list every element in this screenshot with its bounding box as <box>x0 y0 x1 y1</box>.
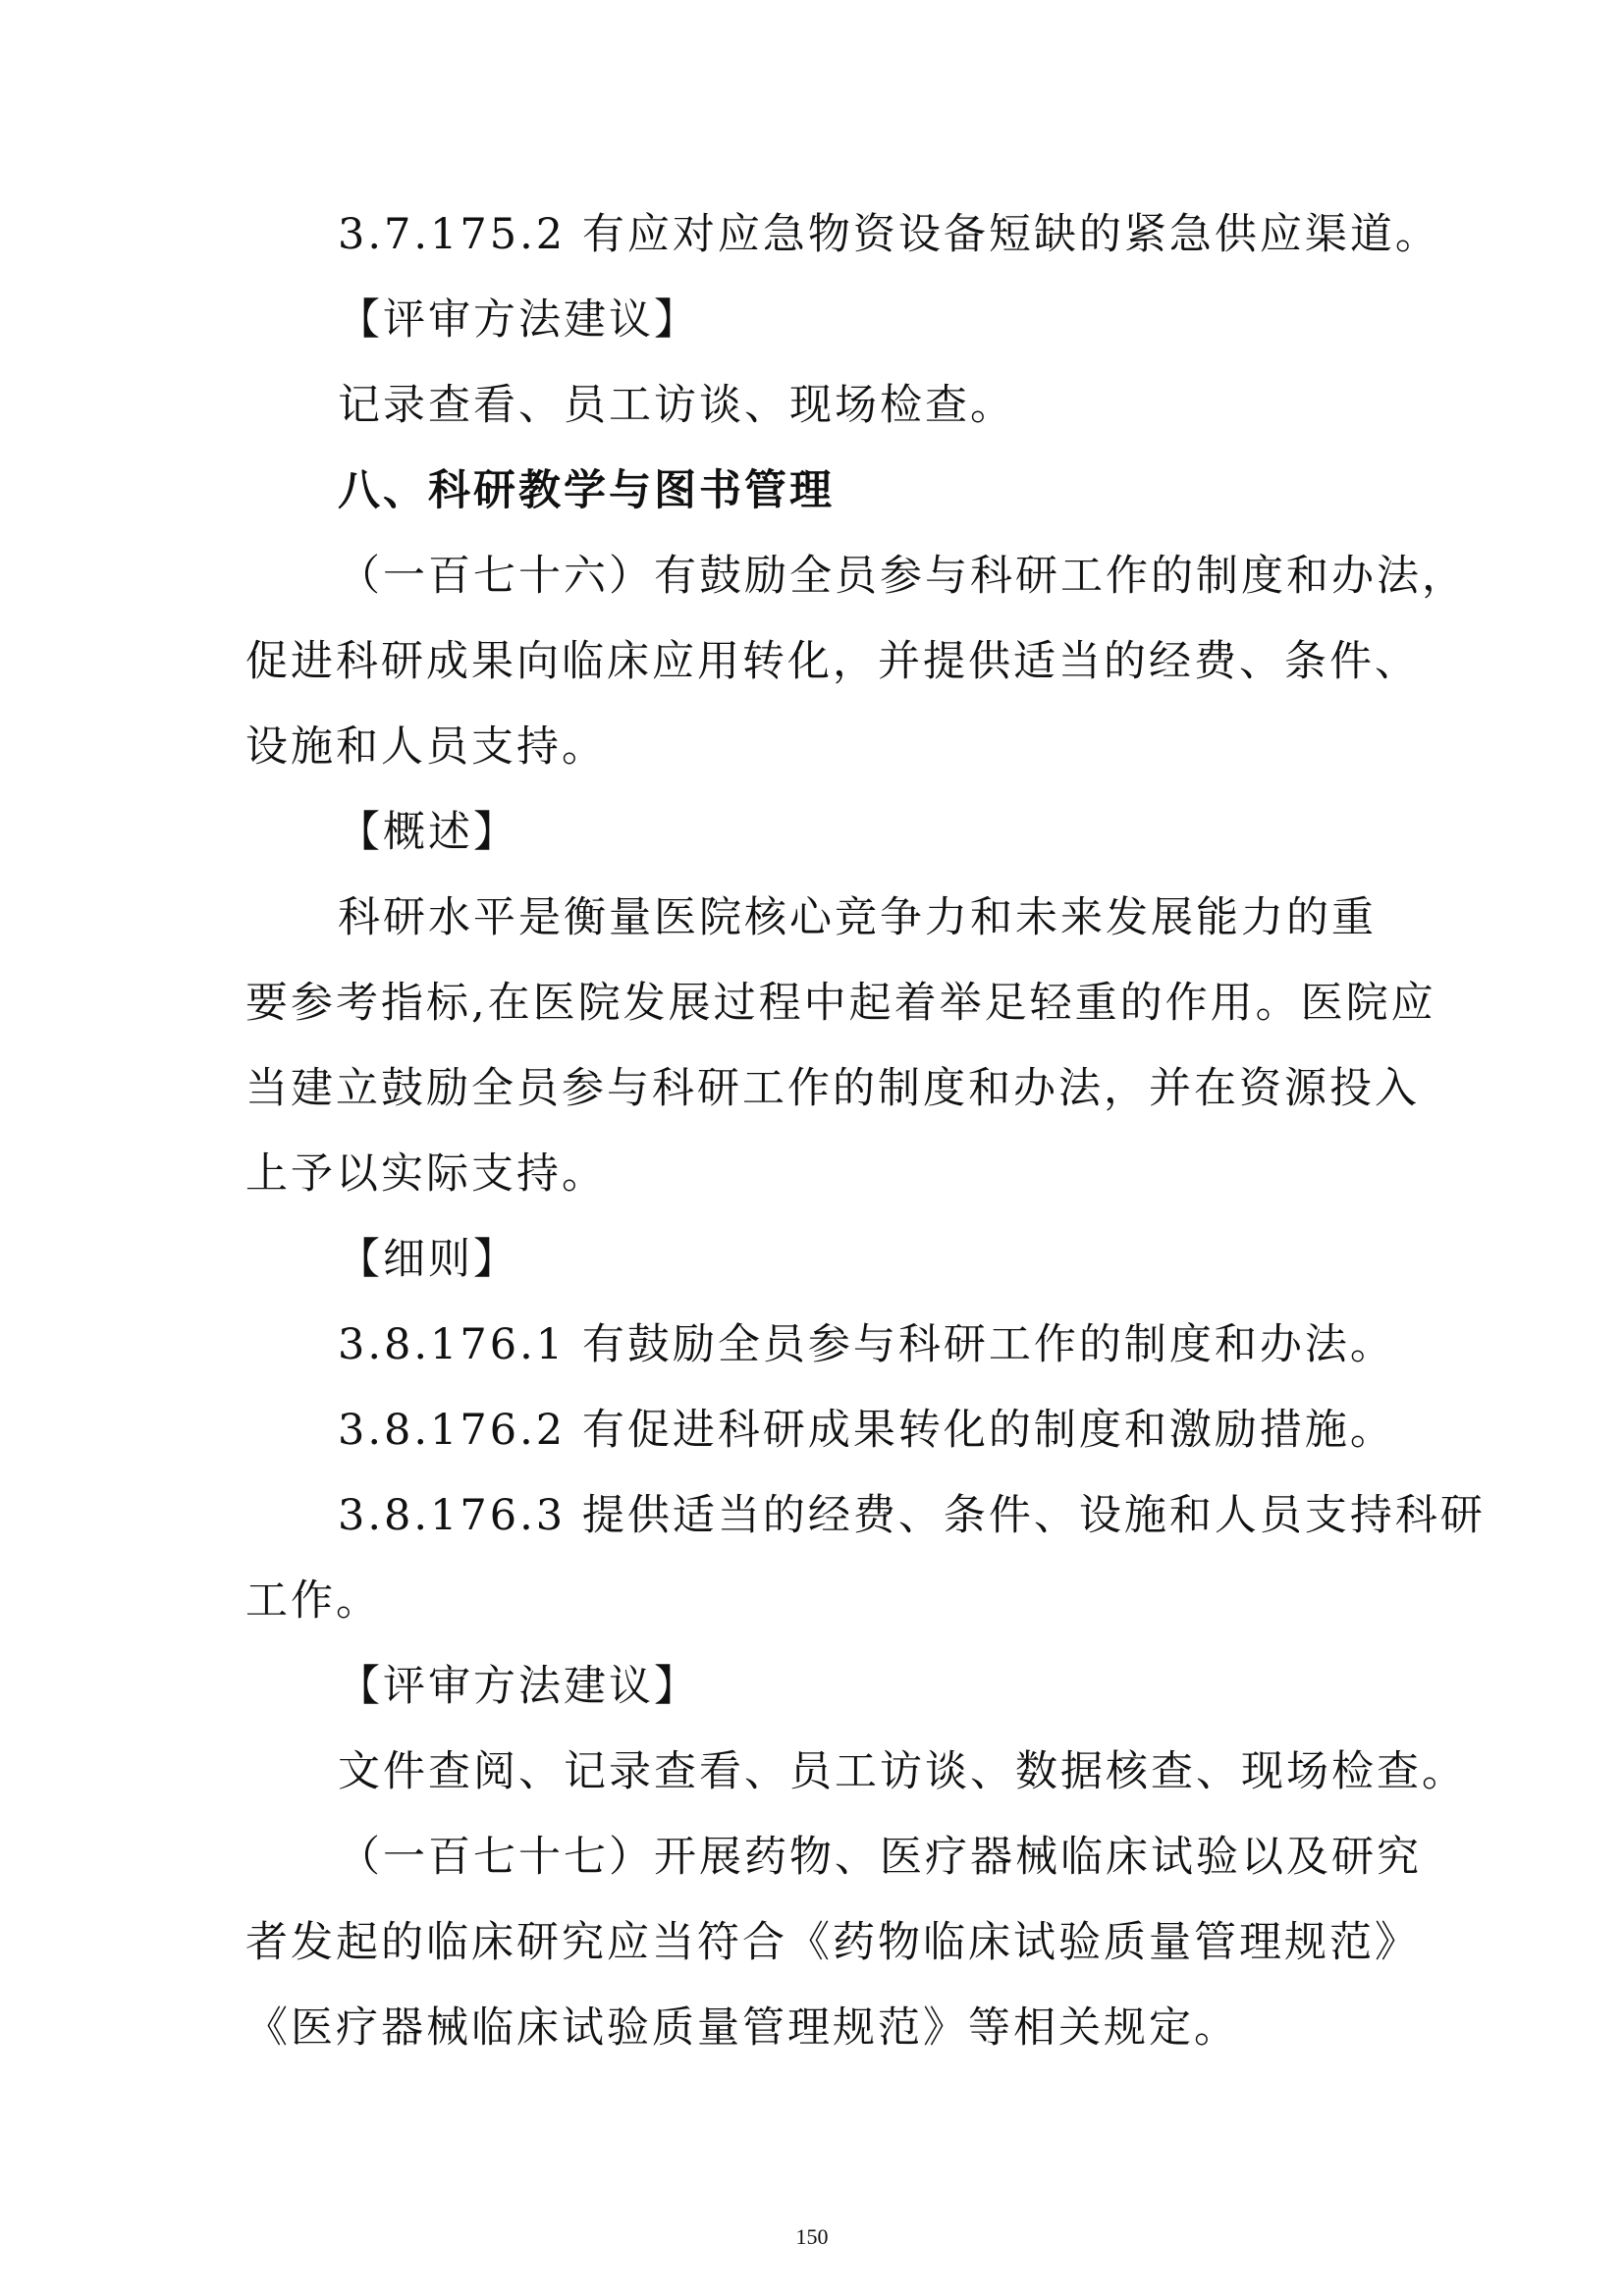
chapter-heading: 八、科研教学与图书管理 <box>338 466 835 515</box>
article-176-line-2: 促进科研成果向临床应用转化，并提供适当的经费、条件、 <box>245 637 1420 686</box>
article-177-line-1: （一百七十七）开展药物、医疗器械临床试验以及研究 <box>338 1833 1422 1882</box>
article-176-line-3: 设施和人员支持。 <box>245 722 607 772</box>
section-label-details: 【细则】 <box>338 1235 518 1284</box>
article-177-line-2: 者发起的临床研究应当符合《药物临床试验质量管理规范》 <box>245 1918 1420 1967</box>
clause-3-7-175-2: 3.7.175.2 有应对应急物资设备短缺的紧急供应渠道。 <box>338 210 1440 259</box>
section-label-review-method-2: 【评审方法建议】 <box>338 1662 699 1711</box>
review-method-text-2: 文件查阅、记录查看、员工访谈、数据核查、现场检查。 <box>338 1747 1467 1796</box>
review-method-text: 记录查看、员工访谈、现场检查。 <box>338 381 1015 430</box>
page-body <box>245 192 1486 2071</box>
article-177-line-3: 《医疗器械临床试验质量管理规范》等相关规定。 <box>245 2003 1239 2053</box>
section-label-overview: 【概述】 <box>338 808 518 857</box>
clause-3-8-176-1: 3.8.176.1 有鼓励全员参与科研工作的制度和办法。 <box>338 1320 1395 1369</box>
overview-line-4: 上予以实际支持。 <box>245 1149 607 1199</box>
clause-3-8-176-3-line-2: 工作。 <box>245 1576 381 1626</box>
clause-3-8-176-2: 3.8.176.2 有促进科研成果转化的制度和激励措施。 <box>338 1406 1395 1455</box>
article-176-line-1: （一百七十六）有鼓励全员参与科研工作的制度和办法， <box>338 552 1467 601</box>
overview-line-1: 科研水平是衡量医院核心竞争力和未来发展能力的重 <box>338 893 1377 942</box>
overview-line-3: 当建立鼓励全员参与科研工作的制度和办法，并在资源投入 <box>245 1064 1420 1113</box>
overview-line-2: 要参考指标,在医院发展过程中起着举足轻重的作用。医院应 <box>245 979 1436 1028</box>
page-number: 150 <box>795 2224 829 2249</box>
clause-3-8-176-3-line-1: 3.8.176.3 提供适当的经费、条件、设施和人员支持科研 <box>338 1491 1486 1540</box>
section-label-review-method: 【评审方法建议】 <box>338 295 699 345</box>
